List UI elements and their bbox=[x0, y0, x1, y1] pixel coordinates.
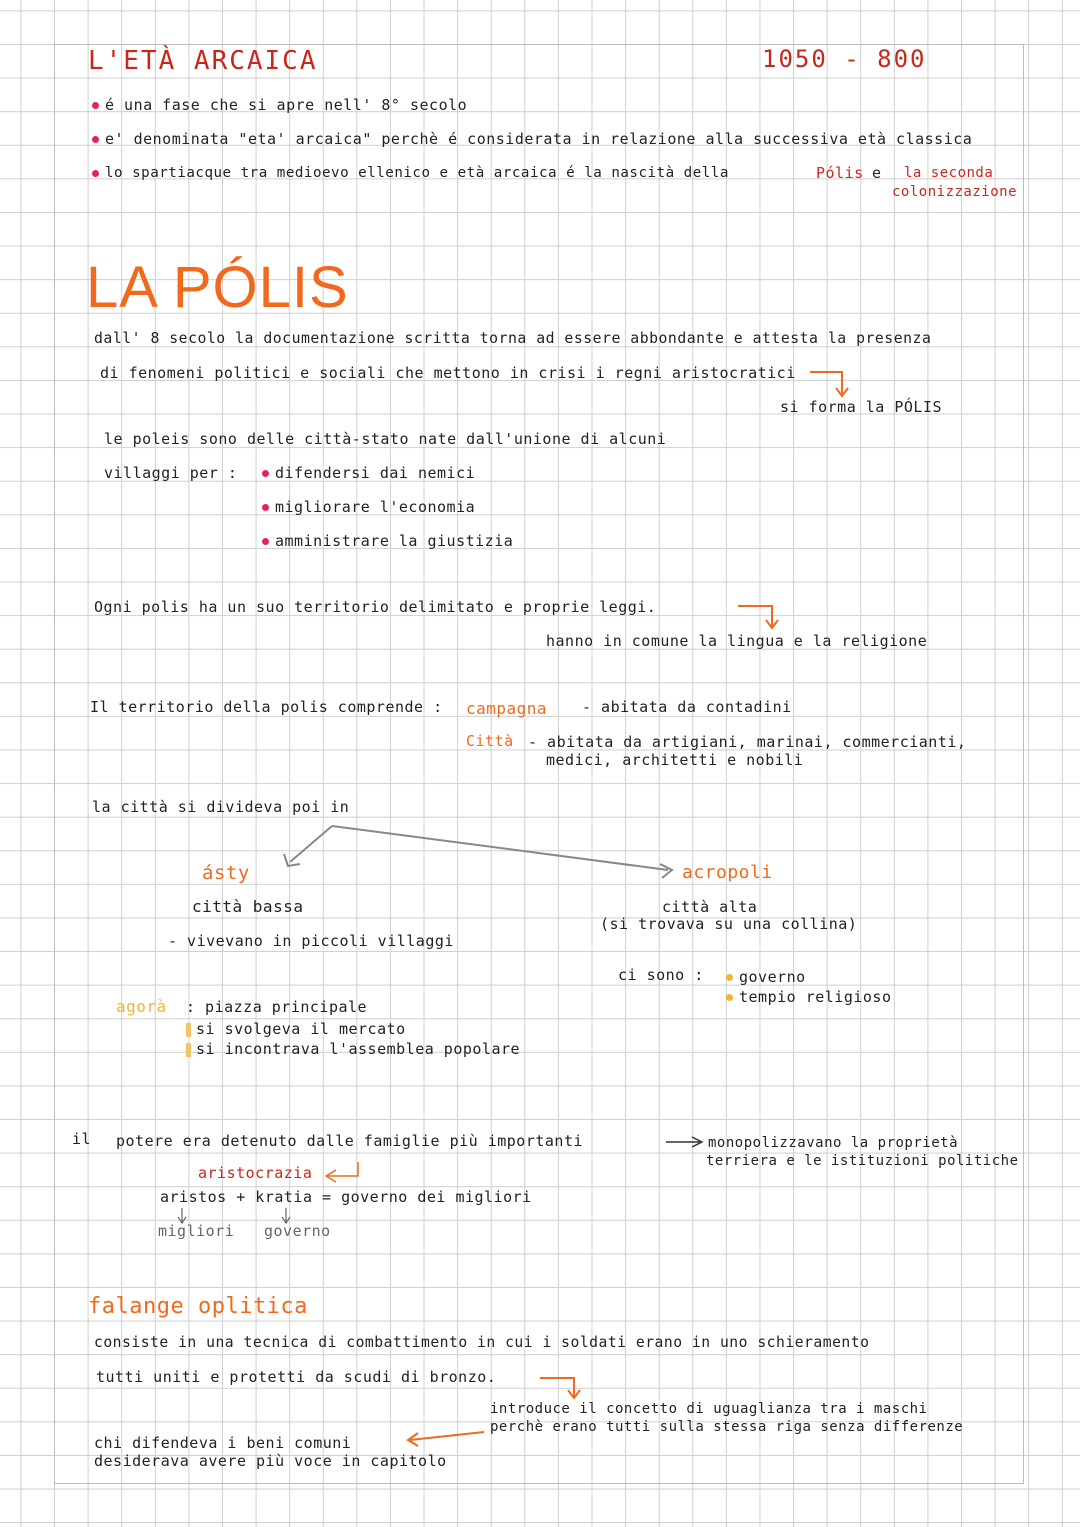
bullet-item: e' denominata "eta' arcaica" perchè é considerata in relazione alla successiva età classica bbox=[92, 130, 972, 148]
territory-line: Ogni polis ha un suo territorio delimitato e proprie leggi. bbox=[94, 598, 657, 616]
polis-intro-line2: di fenomeni politici e sociali che mettono in crisi i regni aristocratici bbox=[100, 364, 796, 382]
migliori-label: migliori bbox=[158, 1222, 235, 1240]
section-title-eta-arcaica: L'ETÀ ARCAICA bbox=[88, 46, 318, 76]
arrow-icon bbox=[408, 1432, 484, 1446]
aristocrazia-label: aristocrazia bbox=[198, 1164, 313, 1182]
bullet-bar bbox=[186, 1043, 191, 1057]
reason-item: amministrare la giustizia bbox=[262, 532, 513, 550]
agora-desc: : piazza principale bbox=[186, 998, 368, 1016]
acropoli-sub2: (si trovava su una collina) bbox=[600, 915, 858, 933]
poleis-line2: villaggi per : bbox=[104, 464, 238, 482]
second-colonization-1: la seconda bbox=[904, 165, 994, 181]
acropoli-item: governo bbox=[726, 968, 806, 986]
section-title-polis: LA PÓLIS bbox=[86, 255, 349, 320]
section-title-falange: falange oplitica bbox=[88, 1294, 308, 1319]
power-line: potere era detenuto dalle famiglie più importanti bbox=[116, 1132, 584, 1150]
bullet-item: é una fase che si apre nell' 8° secolo bbox=[92, 96, 467, 114]
polis-intro-line1: dall' 8 secolo la documentazione scritta torna ad essere abbondante e attesta la presenza bbox=[94, 330, 932, 347]
bullet-dot bbox=[92, 102, 99, 109]
common-line: hanno in comune la lingua e la religione bbox=[546, 632, 928, 650]
agora-item: si svolgeva il mercato bbox=[186, 1020, 406, 1038]
polis-highlight: Pólis bbox=[816, 164, 864, 182]
bullet-dot bbox=[726, 994, 733, 1001]
bullet-dot bbox=[726, 974, 733, 981]
polis-forms: si forma la PÓLIS bbox=[780, 398, 943, 416]
bullet3-and: e bbox=[872, 164, 882, 182]
asty-desc: - vivevano in piccoli villaggi bbox=[168, 932, 454, 950]
arrow-icon bbox=[738, 606, 778, 628]
date-range: 1050 - 800 bbox=[762, 45, 927, 73]
acropoli-title: acropoli bbox=[682, 862, 773, 883]
arrow-icon bbox=[540, 1378, 580, 1398]
citta-desc-2: medici, architetti e nobili bbox=[546, 751, 804, 769]
arrow-icon bbox=[284, 826, 672, 878]
arrow-icon bbox=[178, 1208, 290, 1223]
citta-desc-1: - abitata da artigiani, marinai, commercianti, bbox=[528, 733, 967, 751]
power-il: il bbox=[72, 1130, 92, 1148]
campagna-label: campagna bbox=[466, 699, 548, 718]
governo-label: governo bbox=[264, 1222, 331, 1240]
campagna-desc: - abitata da contadini bbox=[582, 698, 792, 716]
agora-title: agorà bbox=[116, 997, 167, 1016]
arrow-icon bbox=[666, 1137, 702, 1147]
agora-item: si incontrava l'assemblea popolare bbox=[186, 1040, 520, 1058]
falange-line1: consiste in una tecnica di combattimento in cui i soldati erano in uno schieramento bbox=[94, 1334, 870, 1351]
acropoli-sub1: città alta bbox=[662, 898, 758, 916]
bullet-bar bbox=[186, 1023, 191, 1037]
bullet-dot bbox=[262, 470, 269, 477]
acropoli-item: tempio religioso bbox=[726, 988, 892, 1006]
bullet-dot bbox=[92, 170, 99, 177]
introduce-line1: introduce il concetto di uguaglianza tra i maschi bbox=[490, 1401, 928, 1417]
bullet-dot bbox=[262, 504, 269, 511]
falange-line2: tutti uniti e protetti da scudi di bronzo. bbox=[96, 1368, 497, 1386]
ci-sono: ci sono : bbox=[618, 966, 704, 984]
bullet-dot bbox=[92, 136, 99, 143]
arrow-icon bbox=[326, 1162, 358, 1182]
bullet-dot bbox=[262, 538, 269, 545]
citta-label: Città bbox=[466, 732, 514, 750]
asty-sub: città bassa bbox=[192, 897, 304, 916]
introduce-line2: perchè erano tutti sulla stessa riga senza differenze bbox=[490, 1419, 964, 1435]
defend-line2: desiderava avere più voce in capitolo bbox=[94, 1452, 447, 1470]
territory-intro: Il territorio della polis comprende : bbox=[90, 698, 443, 716]
bullet-item: lo spartiacque tra medioevo ellenico e età arcaica é la nascità della bbox=[92, 164, 729, 182]
defend-line1: chi difendeva i beni comuni bbox=[94, 1434, 352, 1452]
aristos-line: aristos + kratia = governo dei migliori bbox=[160, 1188, 532, 1206]
reason-item: difendersi dai nemici bbox=[262, 464, 475, 482]
monopoly-2: terriera e le istituzioni politiche bbox=[706, 1153, 1019, 1169]
second-colonization-2: colonizzazione bbox=[892, 184, 1018, 200]
arrow-icon bbox=[810, 372, 848, 396]
monopoly-1: monopolizzavano la proprietà bbox=[708, 1135, 959, 1151]
asty-title: ásty bbox=[202, 862, 250, 884]
reason-item: migliorare l'economia bbox=[262, 498, 475, 516]
city-divided: la città si divideva poi in bbox=[92, 798, 350, 816]
poleis-line1: le poleis sono delle città-stato nate dall'unione di alcuni bbox=[104, 430, 667, 448]
